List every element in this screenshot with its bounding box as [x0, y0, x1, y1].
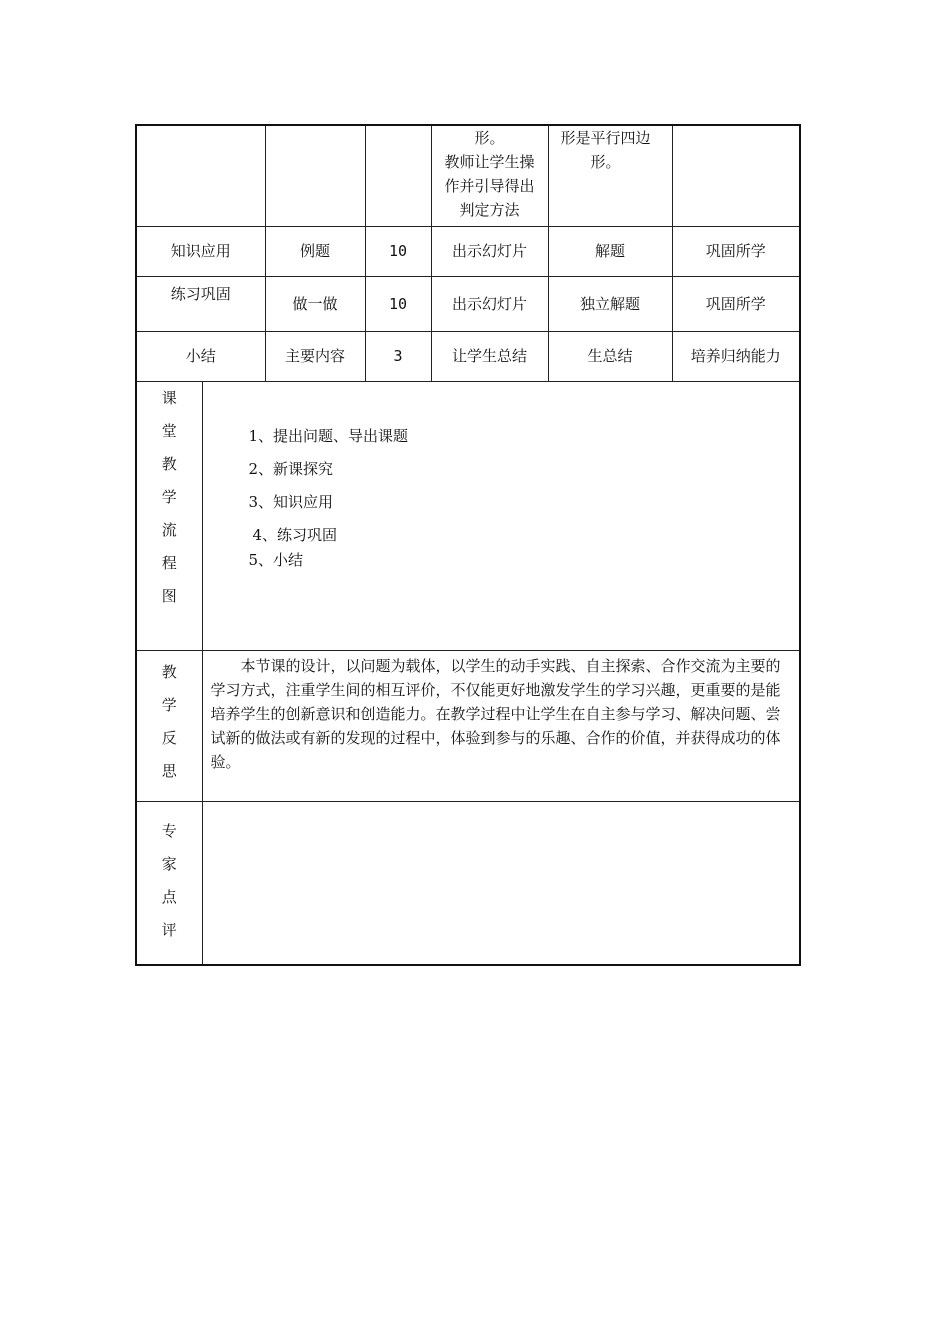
purpose-cell: 巩固所学: [672, 226, 800, 276]
student-activity-cell: 独立解题: [548, 276, 672, 331]
list-item: 1、提出问题、导出课题: [248, 426, 409, 445]
label-char: 教: [161, 662, 177, 681]
teacher-activity-cell: [431, 125, 548, 226]
minutes-cell-empty: [365, 125, 431, 226]
flowchart-label: [136, 381, 202, 650]
list-item: 4、练习巩固: [252, 525, 338, 544]
content-cell: 做一做: [265, 276, 365, 331]
method-line: 教师让学生操: [444, 153, 535, 171]
student-activity-cell: [548, 125, 672, 226]
list-item: 5、小结: [248, 550, 304, 569]
stage-cell: 小结: [136, 331, 265, 381]
reflection-row: [136, 650, 800, 801]
label-char: 反: [161, 728, 177, 747]
flowchart-row: [136, 381, 800, 650]
content-cell: 例题: [265, 226, 365, 276]
student-activity-cell: 生总结: [548, 331, 672, 381]
stage-cell: 知识应用: [136, 226, 265, 276]
label-char: 流: [161, 520, 177, 539]
expert-label: [136, 801, 202, 965]
teacher-activity-cell: 出示幻灯片: [431, 226, 548, 276]
flowchart-list: [203, 382, 800, 650]
student-line: 形。: [590, 153, 621, 171]
list-item: 2、新课探究: [248, 459, 334, 478]
label-char: 程: [161, 553, 177, 572]
reflection-label: [136, 650, 202, 801]
purpose-cell: 培养归纳能力: [672, 331, 800, 381]
label-char: 学: [161, 695, 177, 714]
label-char: 专: [161, 821, 177, 840]
continuation-row: [136, 125, 800, 226]
stage-cell: 练习巩固: [136, 276, 265, 331]
minutes-cell: 3: [365, 331, 431, 381]
expert-review-row: [136, 801, 800, 965]
student-activity-cell: 解题: [548, 226, 672, 276]
expert-review-body: [202, 801, 800, 965]
method-line: 形。: [474, 129, 505, 147]
label-char: 评: [161, 920, 177, 939]
method-line: 判定方法: [459, 201, 520, 219]
stage-cell-empty: [136, 125, 265, 226]
minutes-cell: 10: [365, 276, 431, 331]
label-char: 家: [161, 854, 177, 873]
student-line: 形是平行四边: [560, 129, 651, 147]
content-cell: 主要内容: [265, 331, 365, 381]
method-line: 作并引导得出: [444, 177, 535, 195]
table-row: [136, 276, 800, 331]
reflection-body: [202, 650, 800, 801]
label-char: 思: [161, 761, 177, 780]
label-char: 图: [161, 586, 177, 605]
content-cell-empty: [265, 125, 365, 226]
purpose-cell: 巩固所学: [672, 276, 800, 331]
label-char: 学: [161, 487, 177, 506]
teacher-activity-cell: 让学生总结: [431, 331, 548, 381]
minutes-cell: 10: [365, 226, 431, 276]
purpose-cell-empty: [672, 125, 800, 226]
table-row: [136, 331, 800, 381]
flowchart-body: [202, 381, 800, 650]
label-char: 课: [161, 388, 177, 407]
label-char: 堂: [161, 421, 177, 440]
table-row: [136, 226, 800, 276]
reflection-text: 本节课的设计，以问题为载体，以学生的动手实践、自主探索、合作交流为主要的学习方式，注重学生间的相互评价，不仅能更好地激发学生的学习兴趣，更重要的是能培养学生的创新意识和创造能力。在教学过程中让学生在自主参与学习、解决问题、尝试新的做法或有新的发现的过程中，体验到参与的乐趣、合作的价值，并获得成功的体验。: [210, 656, 781, 771]
list-item: 3、知识应用: [248, 492, 334, 511]
lesson-plan-table: [135, 124, 801, 966]
label-char: 点: [161, 887, 177, 906]
label-char: 教: [161, 454, 177, 473]
teacher-activity-cell: 出示幻灯片: [431, 276, 548, 331]
